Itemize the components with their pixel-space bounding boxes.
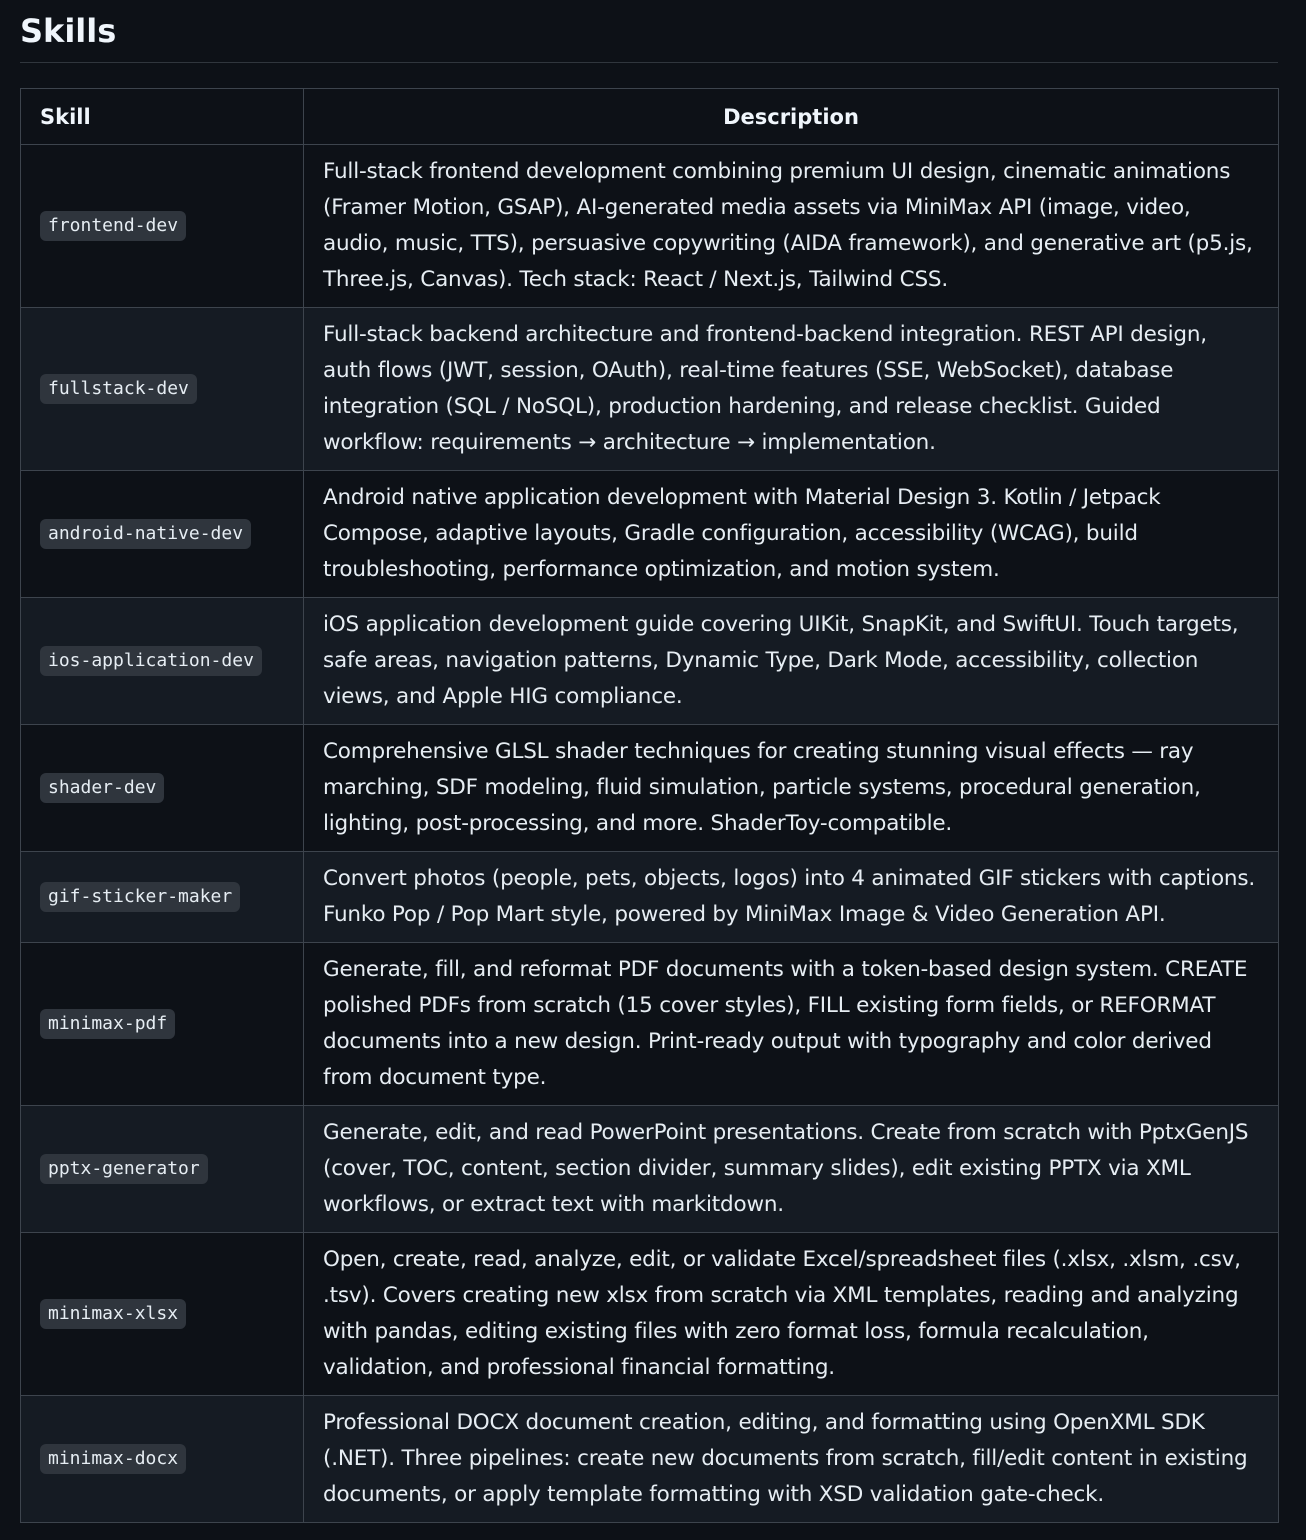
table-row — [21, 598, 1279, 725]
description-cell: Professional DOCX document creation, editing, and formatting using OpenXML SDK (.NET). Three pipelines: create new documents from scratch, fill/edit content in existing documents, or apply template formatting with XSD validation gate-check. — [304, 1396, 1279, 1523]
skill-cell — [21, 1233, 304, 1396]
skill-cell — [21, 725, 304, 852]
table-row — [21, 1396, 1279, 1523]
table-row — [21, 725, 1279, 852]
table-row — [21, 852, 1279, 943]
skill-cell — [21, 1106, 304, 1233]
table-row — [21, 1106, 1279, 1233]
description-cell: iOS application development guide covering UIKit, SnapKit, and SwiftUI. Touch targets, safe areas, navigation patterns, Dynamic Type, Dark Mode, accessibility, collection views, and Apple HIG compliance. — [304, 598, 1279, 725]
table-row — [21, 145, 1279, 308]
description-cell: Full-stack backend architecture and frontend-backend integration. REST API design, auth flows (JWT, session, OAuth), real-time features (SSE, WebSocket), database integration (SQL / NoSQL), production hardening, and release checklist. Guided workflow: requirements → architecture → implementation. — [304, 308, 1279, 471]
table-header-row — [21, 89, 1279, 145]
skill-cell — [21, 943, 304, 1106]
skill-cell — [21, 145, 304, 308]
skill-name-code: android-native-dev — [40, 519, 251, 549]
table-row — [21, 308, 1279, 471]
column-header-description: Description — [304, 89, 1279, 145]
skill-name-code: shader-dev — [40, 773, 164, 803]
skill-cell — [21, 1396, 304, 1523]
skill-name-code: ios-application-dev — [40, 646, 262, 676]
table-row — [21, 943, 1279, 1106]
skill-name-code: gif-sticker-maker — [40, 882, 240, 912]
table-body — [21, 145, 1279, 1523]
description-cell: Generate, fill, and reformat PDF documents with a token-based design system. CREATE polished PDFs from scratch (15 cover styles), FILL existing form fields, or REFORMAT documents into a new design. Print-ready output with typography and color derived from document type. — [304, 943, 1279, 1106]
description-cell: Full-stack frontend development combining premium UI design, cinematic animations (Framer Motion, GSAP), AI-generated media assets via MiniMax API (image, video, audio, music, TTS), persuasive copywriting (AIDA framework), and generative art (p5.js, Three.js, Canvas). Tech stack: React / Next.js, Tailwind CSS. — [304, 145, 1279, 308]
description-cell: Generate, edit, and read PowerPoint presentations. Create from scratch with PptxGenJS (cover, TOC, content, section divider, summary slides), edit existing PPTX via XML workflows, or extract text with markitdown. — [304, 1106, 1279, 1233]
description-cell: Convert photos (people, pets, objects, logos) into 4 animated GIF stickers with captions. Funko Pop / Pop Mart style, powered by MiniMax Image & Video Generation API. — [304, 852, 1279, 943]
skills-table — [20, 88, 1279, 1523]
skill-name-code: minimax-xlsx — [40, 1299, 186, 1329]
readme-section — [20, 0, 1278, 1507]
skill-name-code: minimax-docx — [40, 1444, 186, 1474]
skill-cell — [21, 308, 304, 471]
skill-name-code: pptx-generator — [40, 1154, 208, 1184]
skill-name-code: fullstack-dev — [40, 374, 197, 404]
skill-cell — [21, 471, 304, 598]
skill-name-code: frontend-dev — [40, 211, 186, 241]
column-header-skill: Skill — [21, 89, 304, 145]
section-heading: Skills — [20, 0, 1278, 63]
description-cell: Comprehensive GLSL shader techniques for creating stunning visual effects — ray marching, SDF modeling, fluid simulation, particle systems, procedural generation, lighting, post-processing, and more. ShaderToy-compatible. — [304, 725, 1279, 852]
description-cell: Android native application development with Material Design 3. Kotlin / Jetpack Compose, adaptive layouts, Gradle configuration, accessibility (WCAG), build troubleshooting, performance optimization, and motion system. — [304, 471, 1279, 598]
skill-cell — [21, 598, 304, 725]
table-row — [21, 1233, 1279, 1396]
skill-name-code: minimax-pdf — [40, 1009, 175, 1039]
description-cell: Open, create, read, analyze, edit, or validate Excel/spreadsheet files (.xlsx, .xlsm, .csv, .tsv). Covers creating new xlsx from scratch via XML templates, reading and analyzing with pandas, editing existing files with zero format loss, formula recalculation, validation, and professional financial formatting. — [304, 1233, 1279, 1396]
skill-cell — [21, 852, 304, 943]
table-row — [21, 471, 1279, 598]
